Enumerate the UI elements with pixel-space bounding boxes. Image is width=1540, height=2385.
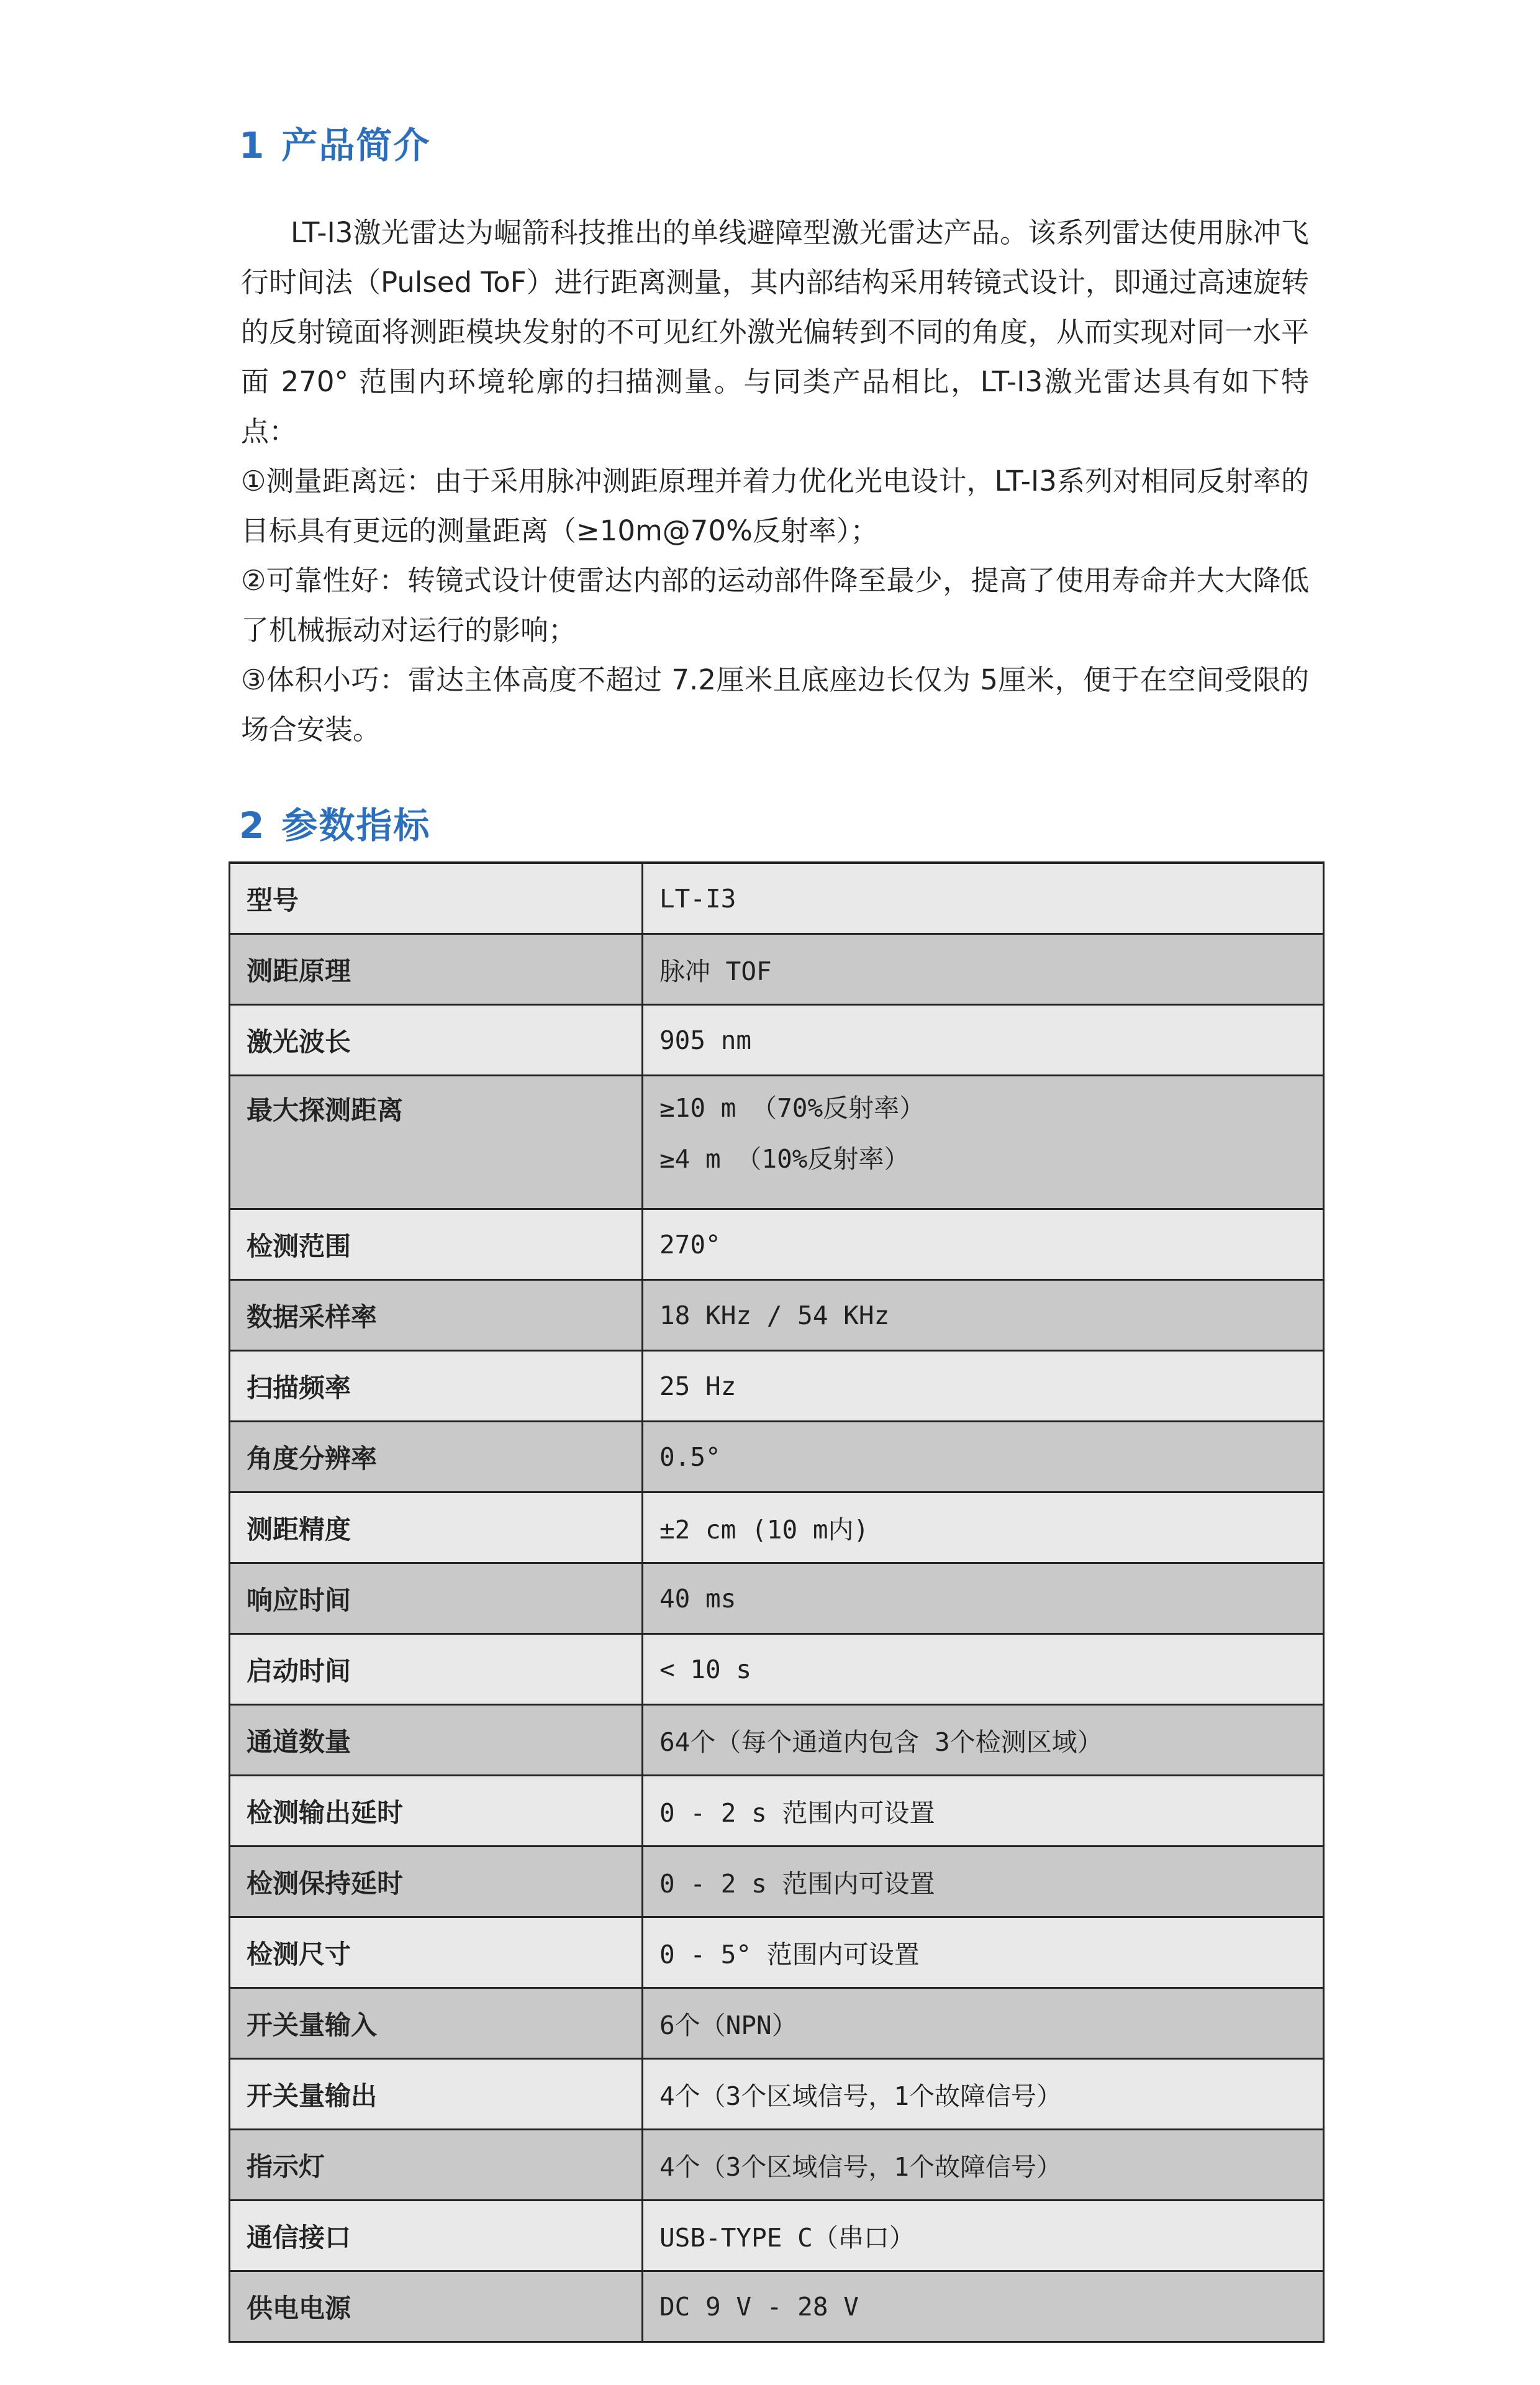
spec-label: 检测输出延时 (230, 1776, 643, 1847)
table-row (230, 1076, 1324, 1209)
spec-label: 启动时间 (230, 1634, 643, 1705)
spec-value: < 10 s (643, 1634, 1324, 1705)
spec-value: LT-I3 (643, 863, 1324, 934)
section-title: 参数指标 (281, 804, 431, 847)
table-row (230, 2130, 1324, 2201)
spec-label: 测距精度 (230, 1492, 643, 1563)
section-title: 产品简介 (281, 124, 431, 166)
spec-table (229, 861, 1325, 2343)
intro-paragraph: LT-I3激光雷达为崛箭科技推出的单线避障型激光雷达产品。该系列雷达使用脉冲飞行时间法（Pulsed ToF）进行距离测量，其内部结构采用转镜式设计，即通过高速旋转的反射镜面将测距模块发射的不可见红外激光偏转到不同的角度，从而实现对同一水平面 270° 范围内环境轮廓的扫描测量。与同类产品相比，LT-I3激光雷达具有如下特点： (241, 216, 1309, 448)
spec-value (643, 1076, 1324, 1209)
table-row (230, 1280, 1324, 1351)
spec-value: 270° (643, 1209, 1324, 1280)
spec-value: 40 ms (643, 1563, 1324, 1634)
spec-value-line: ≥4 m （10%反射率） (659, 1144, 910, 1174)
intro-text-block (241, 208, 1309, 755)
table-row (230, 1351, 1324, 1422)
spec-label: 指示灯 (230, 2130, 643, 2201)
table-row (230, 1563, 1324, 1634)
table-row (230, 1917, 1324, 1988)
spec-label: 最大探测距离 (230, 1076, 643, 1209)
spec-value: 905 nm (643, 1005, 1324, 1076)
table-row (230, 2059, 1324, 2130)
spec-value: 0 - 2 s 范围内可设置 (643, 1847, 1324, 1917)
spec-label: 检测尺寸 (230, 1917, 643, 1988)
spec-value: 6个（NPN） (643, 1988, 1324, 2059)
table-row (230, 863, 1324, 934)
spec-value: 25 Hz (643, 1351, 1324, 1422)
feature-item-reliability: ②可靠性好：转镜式设计使雷达内部的运动部件降至最少，提高了使用寿命并大大降低了机械振动对运行的影响； (241, 564, 1309, 647)
table-row (230, 1705, 1324, 1776)
spec-value: 0 - 5° 范围内可设置 (643, 1917, 1324, 1988)
spec-value: ±2 cm (10 m内) (643, 1492, 1324, 1563)
spec-label: 开关量输出 (230, 2059, 643, 2130)
spec-value: DC 9 V - 28 V (643, 2271, 1324, 2342)
table-row (230, 1988, 1324, 2059)
spec-label: 响应时间 (230, 1563, 643, 1634)
spec-label: 开关量输入 (230, 1988, 643, 2059)
spec-label: 扫描频率 (230, 1351, 643, 1422)
spec-value: 0.5° (643, 1422, 1324, 1492)
spec-label: 通道数量 (230, 1705, 643, 1776)
section-number: 2 (239, 804, 266, 847)
spec-label: 数据采样率 (230, 1280, 643, 1351)
table-row (230, 1209, 1324, 1280)
table-row (230, 2201, 1324, 2271)
spec-value-line: ≥10 m （70%反射率） (659, 1093, 925, 1123)
spec-label: 角度分辨率 (230, 1422, 643, 1492)
table-row (230, 2271, 1324, 2342)
table-row (230, 1005, 1324, 1076)
spec-value: 64个（每个通道内包含 3个检测区域） (643, 1705, 1324, 1776)
table-row (230, 934, 1324, 1005)
spec-label: 供电电源 (230, 2271, 643, 2342)
table-row (230, 1776, 1324, 1847)
spec-label: 检测保持延时 (230, 1847, 643, 1917)
spec-value: 0 - 2 s 范围内可设置 (643, 1776, 1324, 1847)
spec-value: USB-TYPE C（串口） (643, 2201, 1324, 2271)
table-row (230, 1634, 1324, 1705)
spec-label: 型号 (230, 863, 643, 934)
spec-label: 激光波长 (230, 1005, 643, 1076)
spec-label: 检测范围 (230, 1209, 643, 1280)
table-row (230, 1492, 1324, 1563)
table-row (230, 1847, 1324, 1917)
spec-value: 4个（3个区域信号，1个故障信号） (643, 2059, 1324, 2130)
section-heading-specs (239, 804, 431, 847)
table-row (230, 1422, 1324, 1492)
spec-value: 脉冲 TOF (643, 934, 1324, 1005)
spec-label: 测距原理 (230, 934, 643, 1005)
section-heading-intro (239, 124, 431, 166)
feature-item-distance: ①测量距离远：由于采用脉冲测距原理并着力优化光电设计，LT-I3系列对相同反射率的目标具有更远的测量距离（≥10m@70%反射率）； (241, 465, 1309, 547)
feature-item-size: ③体积小巧：雷达主体高度不超过 7.2厘米且底座边长仅为 5厘米，便于在空间受限的场合安装。 (241, 663, 1309, 746)
section-number: 1 (239, 124, 266, 166)
spec-value: 18 KHz / 54 KHz (643, 1280, 1324, 1351)
spec-value: 4个（3个区域信号，1个故障信号） (643, 2130, 1324, 2201)
spec-label: 通信接口 (230, 2201, 643, 2271)
